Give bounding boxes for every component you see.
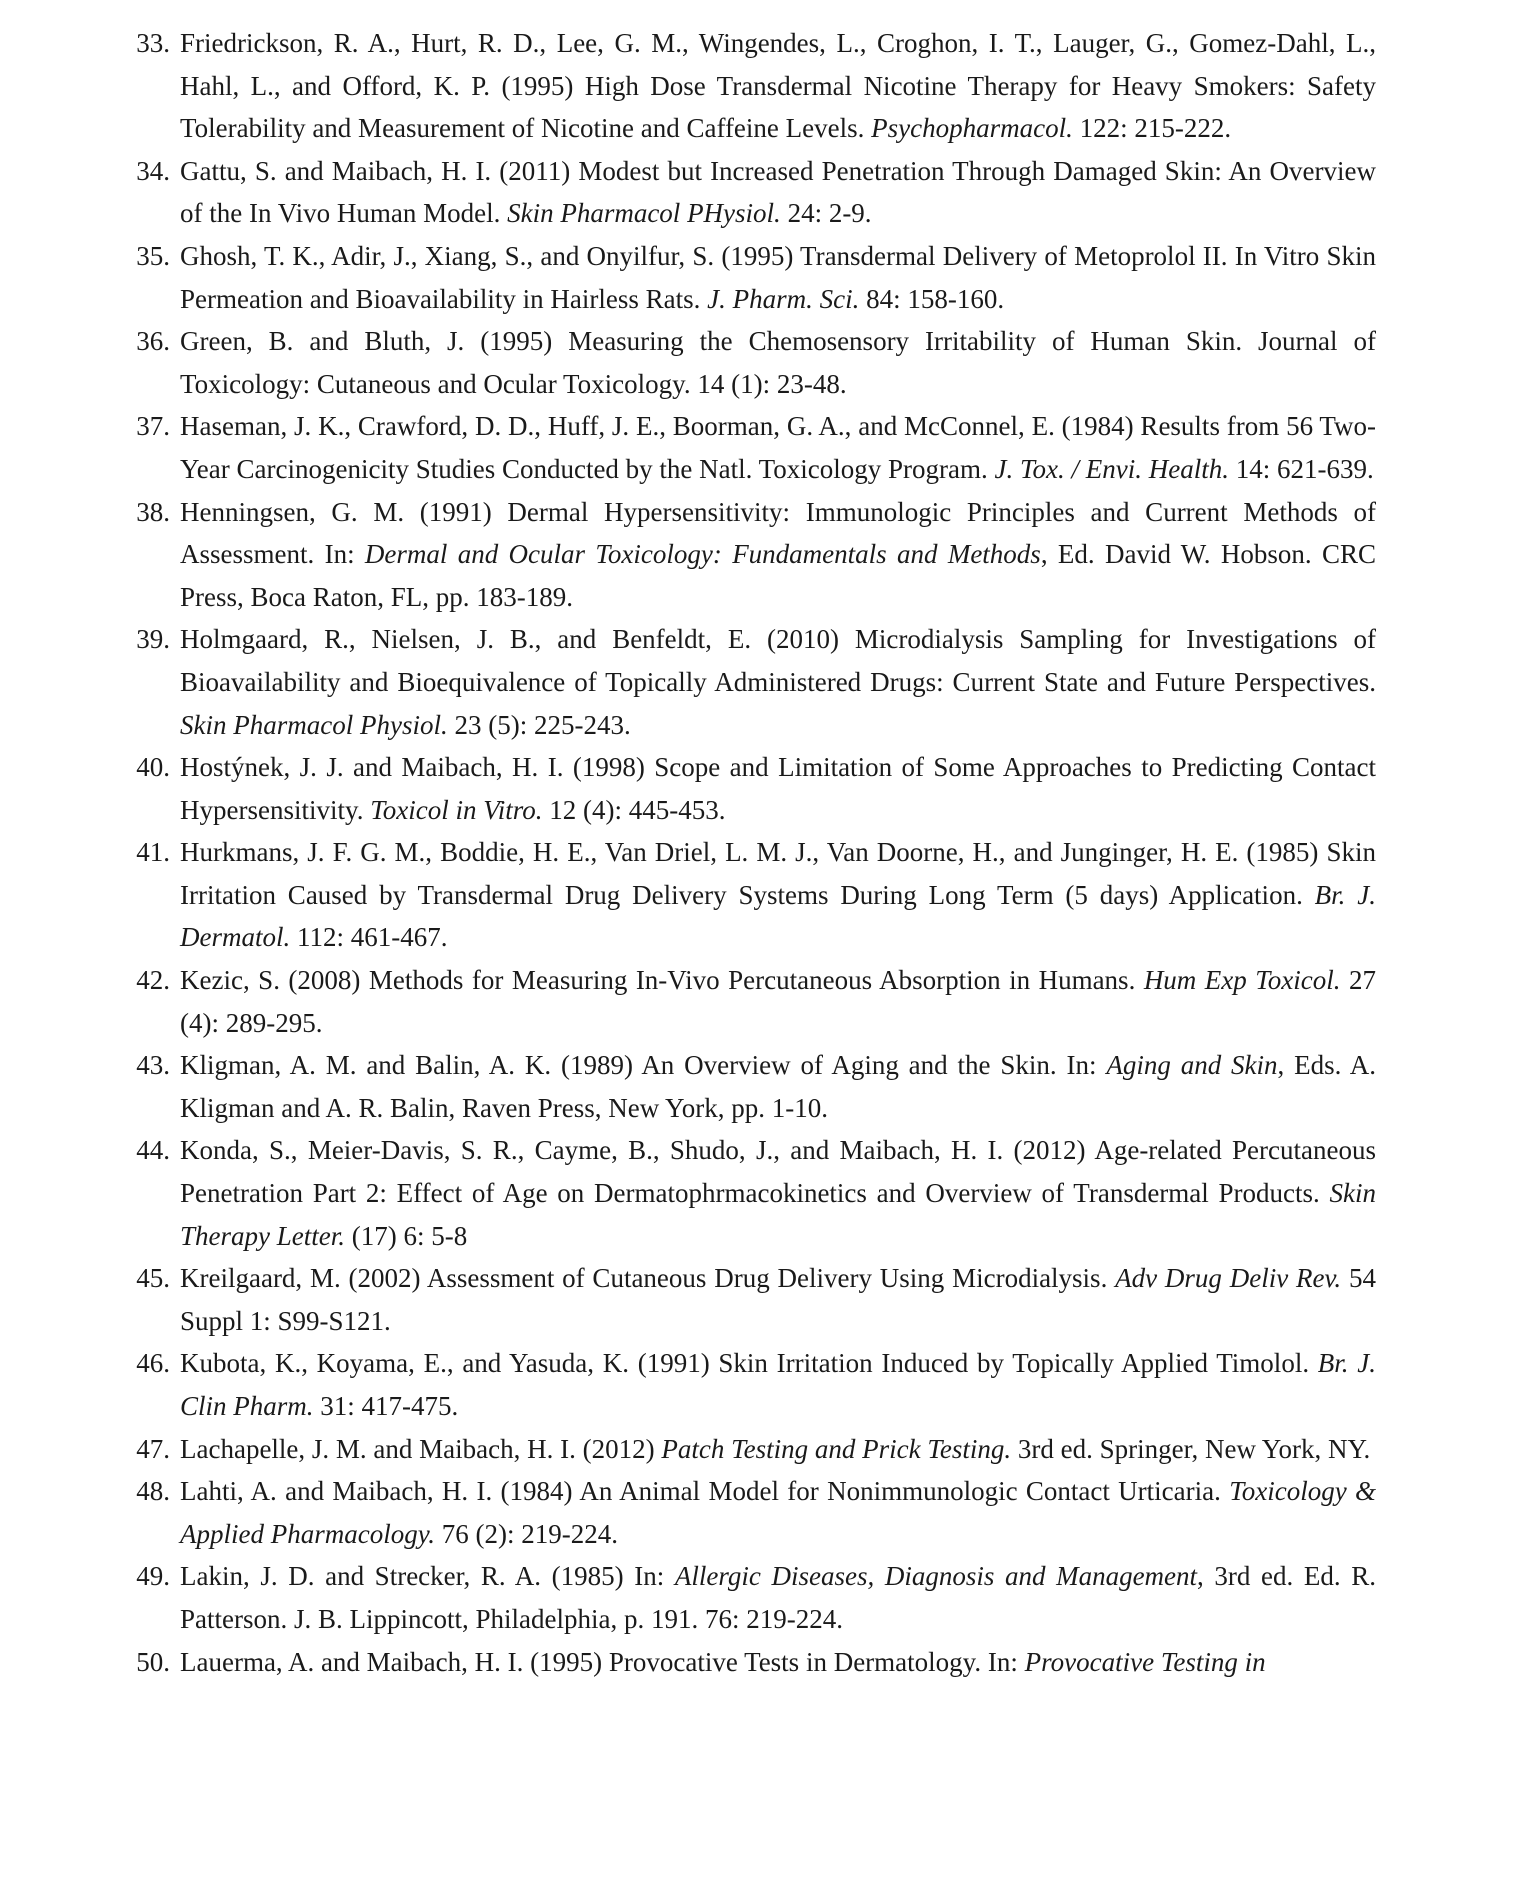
reference-italic-segment: Patch Testing and Prick Testing. (661, 1433, 1012, 1464)
reference-segment: 3rd ed. Springer, New York, NY. (1011, 1433, 1371, 1464)
reference-entry (122, 618, 1376, 746)
reference-number: 49 . (122, 1555, 170, 1598)
reference-number: 41 . (122, 831, 170, 874)
reference-segment: Kreilgaard, M. (2002) Assessment of Cutaneous Drug Delivery Using Microdialysis. (180, 1263, 1116, 1294)
reference-entry (122, 1470, 1376, 1555)
reference-segment: Friedrickson, R. A., Hurt, R. D., Lee, G. M., Wingendes, L., Croghon, I. T., Lauger, G., Gomez-Dahl, L., Hahl, L., and Offord, K. P. (1995) High Dose Transdermal Nicotine Therapy for Heavy Smokers: Safety Tolerability and Measurement of Nicotine and Caffeine Levels. (180, 28, 1376, 144)
reference-number: 45 . (122, 1257, 170, 1300)
reference-text (180, 28, 1376, 143)
reference-number: 36 . (122, 320, 170, 363)
reference-number: 33 . (122, 22, 170, 65)
reference-italic-segment: Allergic Diseases, Diagnosis and Management (674, 1561, 1198, 1592)
reference-number: 50 . (122, 1641, 170, 1684)
reference-segment: 54 Suppl 1: S99-S121. (180, 1263, 1376, 1336)
reference-text (180, 1263, 1376, 1336)
reference-italic-segment: J. Tox. / Envi. Health. (994, 453, 1229, 484)
reference-segment: Lakin, J. D. and Strecker, R. A. (1985) In: (180, 1561, 675, 1592)
reference-number: 37 . (122, 405, 170, 448)
reference-number: 40 . (122, 746, 170, 789)
reference-text (180, 1434, 1370, 1464)
reference-text (180, 837, 1376, 952)
reference-text (180, 624, 1376, 739)
reference-number: 39 . (122, 618, 170, 661)
reference-number: 34 . (122, 150, 170, 193)
reference-segment: 27 (4): 289-295. (180, 965, 1376, 1038)
reference-text (180, 156, 1376, 229)
reference-italic-segment: Hum Exp Toxicol. (1143, 965, 1341, 996)
reference-text (180, 752, 1376, 825)
reference-italic-segment: Skin Pharmacol PHysiol. (507, 198, 781, 229)
reference-italic-segment: Toxicol in Vitro. (370, 794, 543, 825)
reference-entry (122, 1555, 1376, 1640)
reference-segment: 14: 621-639. (1228, 453, 1374, 484)
reference-segment: Lachapelle, J. M. and Maibach, H. I. (2012) (180, 1433, 662, 1464)
reference-text (180, 965, 1376, 1038)
reference-entry (122, 1044, 1376, 1129)
reference-number: 35 . (122, 235, 170, 278)
reference-number: 47 . (122, 1428, 170, 1471)
reference-segment: Green, B. and Bluth, J. (1995) Measuring the Chemosensory Irritability of Human Skin. Journal of Toxicology: Cutaneous and Ocular Toxicology. 14 (1): 23-48. (180, 326, 1376, 399)
reference-text (180, 1647, 1266, 1677)
reference-entry (122, 320, 1376, 405)
reference-segment: 31: 417-475. (313, 1391, 459, 1421)
reference-entry (122, 235, 1376, 320)
reference-italic-segment: Toxicology & Applied Pharmacology. (180, 1476, 1376, 1549)
reference-entry (122, 1428, 1376, 1471)
reference-italic-segment: Skin Pharmacol Physiol. (180, 709, 448, 740)
reference-segment: 84: 158-160. (859, 283, 1005, 314)
reference-segment: Lahti, A. and Maibach, H. I. (1984) An Animal Model for Nonimmunologic Contact Urticaria. (180, 1476, 1230, 1507)
reference-italic-segment: Dermal and Ocular Toxicology: Fundamentals and Methods (364, 539, 1041, 570)
reference-segment: 112: 461-467. (290, 922, 448, 953)
reference-entry (122, 150, 1376, 235)
reference-text (180, 411, 1376, 484)
reference-segment: , 3rd ed. Ed. R. Patterson. J. B. Lippincott, Philadelphia, p. 191. 76: 219-224. (180, 1561, 1376, 1634)
reference-entry (122, 1257, 1376, 1342)
reference-number: 43 . (122, 1044, 170, 1087)
reference-segment: Kligman, A. M. and Balin, A. K. (1989) An Overview of Aging and the Skin. In: (180, 1050, 1107, 1081)
reference-segment: Hostýnek, J. J. and Maibach, H. I. (1998) Scope and Limitation of Some Approaches to Predicting Contact Hypersensitivity. (180, 752, 1376, 825)
reference-text (180, 1348, 1376, 1421)
reference-segment: (17) 6: 5-8 (345, 1220, 468, 1251)
reference-entry (122, 1342, 1376, 1427)
reference-number: 44 . (122, 1129, 170, 1172)
reference-italic-segment: Aging and Skin (1106, 1050, 1278, 1081)
reference-segment: Gattu, S. and Maibach, H. I. (2011) Modest but Increased Penetration Through Damaged Skin: An Overview of the In Vivo Human Model. (180, 155, 1376, 229)
reference-segment: Lauerma, A. and Maibach, H. I. (1995) Provocative Tests in Dermatology. In: (180, 1646, 1025, 1677)
reference-italic-segment: J. Pharm. Sci. (707, 283, 860, 314)
reference-segment: Ghosh, T. K., Adir, J., Xiang, S., and Onyilfur, S. (1995) Transdermal Delivery of Metoprolol II. In Vitro Skin Permeation and Bioavailability in Hairless Rats. (180, 240, 1376, 314)
reference-entry (122, 1641, 1376, 1684)
reference-number: 38 . (122, 491, 170, 534)
reference-segment: , Eds. A. Kligman and A. R. Balin, Raven Press, New York, pp. 1-10. (180, 1050, 1376, 1123)
reference-text (180, 1135, 1376, 1250)
reference-segment: Kubota, K., Koyama, E., and Yasuda, K. (1991) Skin Irritation Induced by Topically Applied Timolol. (180, 1348, 1318, 1379)
reference-segment: Henningsen, G. M. (1991) Dermal Hypersensitivity: Immunologic Principles and Current Methods of Assessment. In: (180, 496, 1376, 570)
reference-number: 46 . (122, 1342, 170, 1385)
reference-segment: 76 (2): 219-224. (434, 1518, 618, 1549)
reference-text (180, 497, 1376, 612)
reference-entry (122, 831, 1376, 959)
reference-entry (122, 959, 1376, 1044)
reference-italic-segment: Skin Therapy Letter. (180, 1178, 1376, 1251)
reference-segment: 122: 215-222. (1072, 113, 1232, 144)
reference-list (122, 22, 1376, 1683)
reference-italic-segment: Psychopharmacol. (871, 113, 1073, 144)
reference-segment: 23 (5): 225-243. (447, 709, 631, 740)
reference-text (180, 1050, 1376, 1123)
reference-italic-segment: Adv Drug Deliv Rev. (1115, 1263, 1342, 1294)
reference-entry (122, 22, 1376, 150)
reference-italic-segment: Br. J. Dermatol. (180, 879, 1376, 953)
reference-number: 42 . (122, 959, 170, 1002)
reference-text (180, 1561, 1376, 1634)
reference-segment: 24: 2-9. (780, 198, 872, 229)
reference-entry (122, 491, 1376, 619)
reference-text (180, 326, 1376, 399)
reference-text (180, 241, 1376, 314)
reference-segment: Holmgaard, R., Nielsen, J. B., and Benfeldt, E. (2010) Microdialysis Sampling for Investigations of Bioavailability and Bioequivalence of Topically Administered Drugs: Current State and Future Perspectives. (180, 624, 1376, 697)
reference-entry (122, 1129, 1376, 1257)
reference-number: 48 . (122, 1470, 170, 1513)
reference-segment: Konda, S., Meier-Davis, S. R., Cayme, B., Shudo, J., and Maibach, H. I. (2012) Age-related Percutaneous Penetration Part 2: Effect of Age on Dermatophrmacokinetics and Overview of Transdermal Products. (180, 1135, 1376, 1209)
reference-text (180, 1476, 1376, 1549)
reference-entry (122, 746, 1376, 831)
reference-segment: , Ed. David W. Hobson. CRC Press, Boca Raton, FL, pp. 183-189. (180, 539, 1377, 612)
reference-italic-segment: Provocative Testing in (1024, 1646, 1266, 1677)
reference-segment: Kezic, S. (2008) Methods for Measuring In-Vivo Percutaneous Absorption in Humans. (180, 965, 1144, 996)
reference-entry (122, 405, 1376, 490)
reference-segment: 12 (4): 445-453. (542, 794, 726, 825)
reference-segment: Haseman, J. K., Crawford, D. D., Huff, J. E., Boorman, G. A., and McConnel, E. (1984) Results from 56 Two-Year Carcinogenicity Studies Conducted by the Natl. Toxicology Program. (180, 411, 1376, 484)
reference-italic-segment: Br. J. Clin Pharm. (180, 1348, 1377, 1421)
reference-segment: Hurkmans, J. F. G. M., Boddie, H. E., Van Driel, L. M. J., Van Doorne, H., and Junginger, H. E. (1985) Skin Irritation Caused by Transdermal Drug Delivery Systems During Long Term (5 days) Application. (180, 837, 1376, 910)
